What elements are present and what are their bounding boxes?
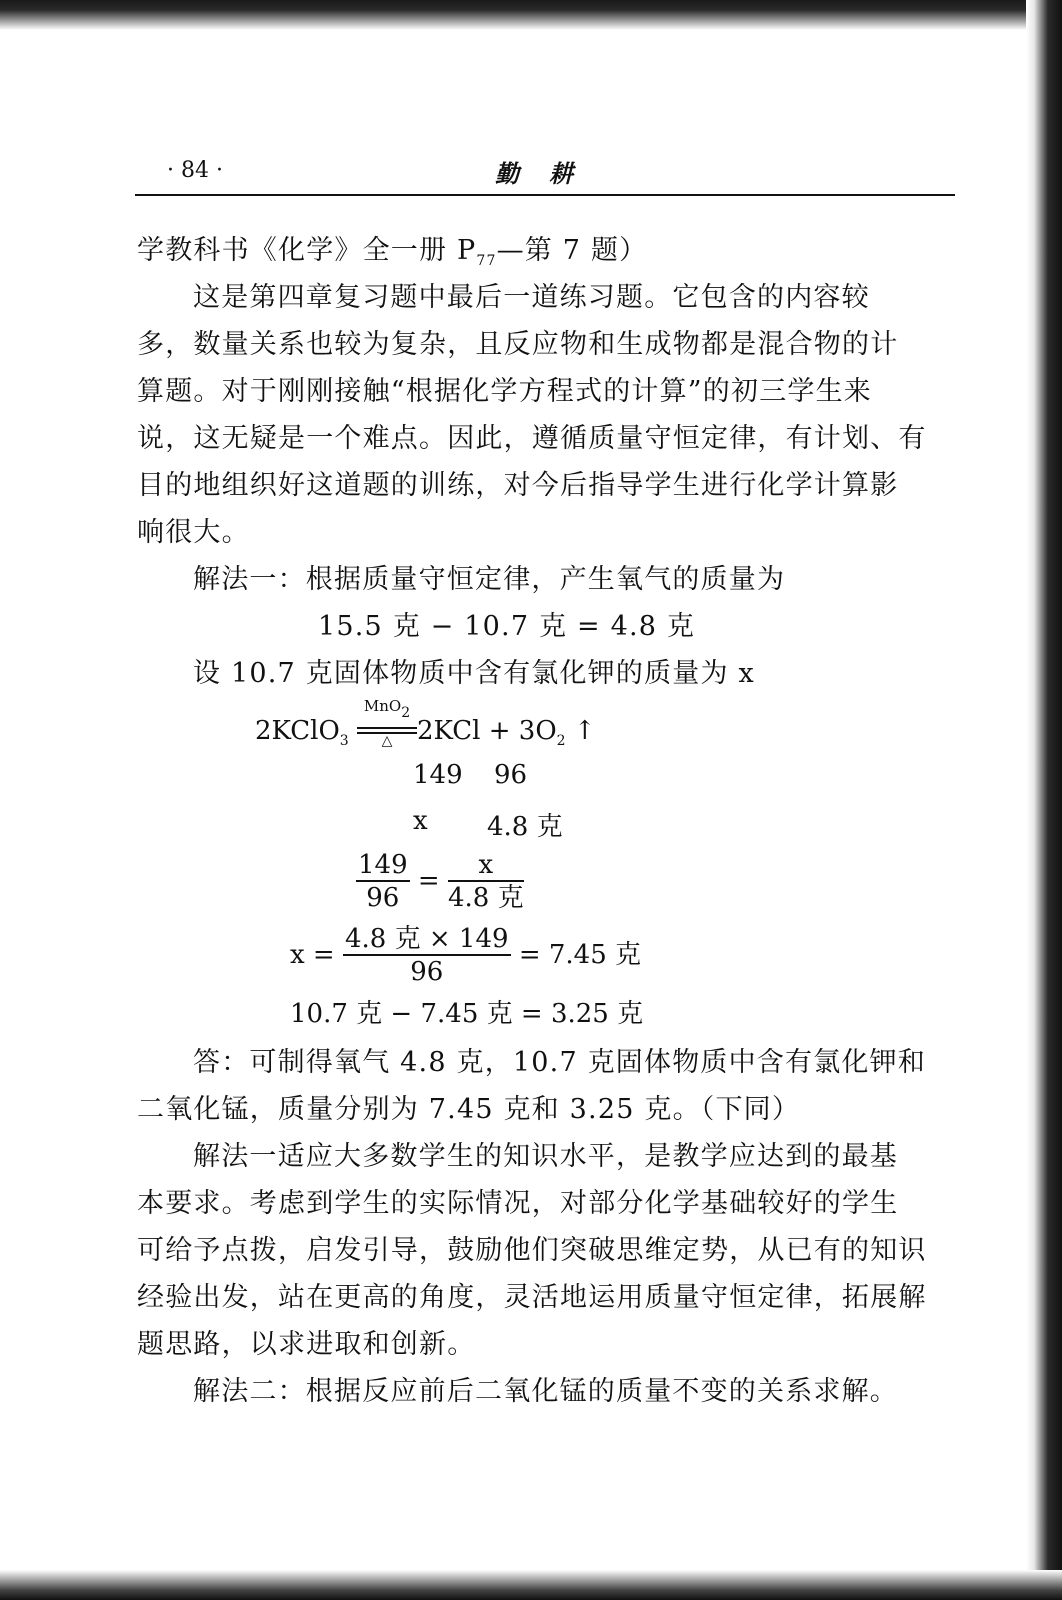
heat-symbol: △ xyxy=(381,733,393,749)
text-line: 解法一适应大多数学生的知识水平，是教学应达到的最基 xyxy=(193,1141,898,1172)
subscript: 77 xyxy=(476,253,497,269)
mass-value: x xyxy=(413,806,428,836)
gas-arrow-icon: ↑ xyxy=(573,716,596,746)
subtract-equation: 10.7 克 − 7.45 克 = 3.25 克 xyxy=(290,999,644,1029)
numerator: x xyxy=(448,850,524,882)
ratio-equation xyxy=(356,850,524,914)
reactant: 2KClO xyxy=(255,716,340,746)
text-span: —第 7 题） xyxy=(496,235,648,266)
text-line: 题思路，以求进取和创新。 xyxy=(137,1329,476,1360)
equals-sign: = xyxy=(417,866,440,896)
subscript: 2 xyxy=(556,733,566,749)
text-line: 经验出发，站在更高的角度，灵活地运用质量守恒定律，拓展解 xyxy=(137,1282,927,1313)
chemical-equation xyxy=(255,697,596,749)
text-line: 解法一：根据质量守恒定律，产生氧气的质量为 xyxy=(193,564,786,595)
text-line: 可给予点拨，启发引导，鼓励他们突破思维定势，从已有的知识 xyxy=(137,1235,927,1266)
page-number: · 84 · xyxy=(167,158,223,183)
scan-edge-right xyxy=(1026,0,1062,1600)
mass-value: 149 xyxy=(413,760,463,790)
denominator: 96 xyxy=(366,883,400,913)
mass-value: 96 xyxy=(494,760,528,790)
page-header xyxy=(135,150,955,196)
reaction-arrow xyxy=(357,697,417,749)
mass-value: 4.8 克 xyxy=(487,812,563,842)
text-line: 二氧化锰，质量分别为 7.45 克和 3.25 克。（下同） xyxy=(137,1094,801,1125)
fraction-solve xyxy=(343,924,511,988)
numerator: 149 xyxy=(358,850,408,880)
denominator: 4.8 克 xyxy=(447,883,524,913)
numerator: 4.8 克 × 149 xyxy=(344,924,509,954)
running-title: 勤耕 xyxy=(495,159,603,188)
equation-line: 15.5 克 − 10.7 克 = 4.8 克 xyxy=(318,611,696,642)
text-line: 这是第四章复习题中最后一道练习题。它包含的内容较 xyxy=(193,282,870,313)
text-line: 说，这无疑是一个难点。因此，遵循质量守恒定律，有计划、有 xyxy=(137,423,927,454)
text-line: 解法二：根据反应前后二氧化锰的质量不变的关系求解。 xyxy=(193,1376,898,1407)
text-line: 设 10.7 克固体物质中含有氯化钾的质量为 x xyxy=(193,658,755,689)
products: 2KCl + 3O xyxy=(416,716,557,746)
text-line: 本要求。考虑到学生的实际情况，对部分化学基础较好的学生 xyxy=(137,1188,899,1219)
subscript: 3 xyxy=(339,733,349,749)
solve-equation xyxy=(290,924,641,988)
fraction-left xyxy=(356,850,410,914)
fraction-right xyxy=(448,850,524,914)
catalyst: MnO xyxy=(363,697,402,715)
text-line: 响很大。 xyxy=(137,517,250,548)
solve-rhs: = 7.45 克 xyxy=(518,940,642,970)
text-line: 答：可制得氧气 4.8 克，10.7 克固体物质中含有氯化钾和 xyxy=(193,1047,927,1078)
subscript: 2 xyxy=(401,705,411,721)
text-line: 多，数量关系也较为复杂，且反应物和生成物都是混合物的计 xyxy=(137,329,899,360)
text-line: 目的地组织好这道题的训练，对今后指导学生进行化学计算影 xyxy=(137,470,899,501)
scan-edge-bottom xyxy=(0,1570,1062,1600)
solve-lhs: x = xyxy=(290,940,335,970)
text-line: 算题。对于刚刚接触“根据化学方程式的计算”的初三学生来 xyxy=(137,376,873,407)
text-span: 学教科书《化学》全一册 P xyxy=(137,235,477,266)
arrow-bar xyxy=(357,727,417,729)
denominator: 96 xyxy=(410,957,444,987)
scan-edge-top xyxy=(0,0,1062,30)
catalyst-label xyxy=(357,697,417,721)
text-line xyxy=(137,228,647,269)
book-page xyxy=(135,150,955,196)
